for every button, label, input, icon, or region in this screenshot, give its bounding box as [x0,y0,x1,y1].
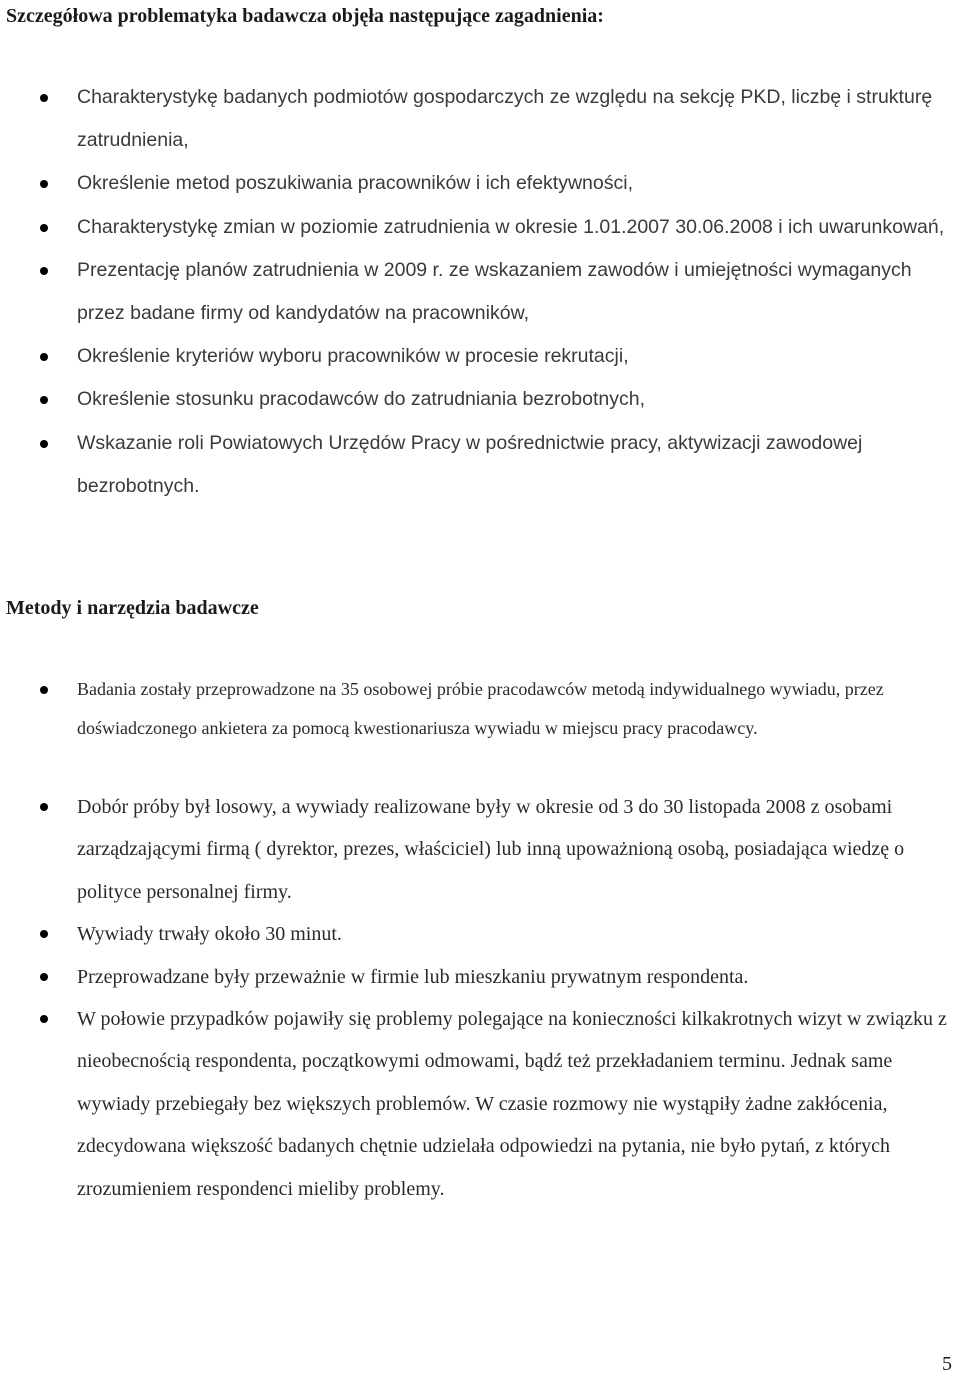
list-item-text: Dobór próby był losowy, a wywiady realizowane były w okresie od 3 do 30 listopada 2008 z osobami zarządzającymi firmą ( dyrektor, prezes, właściciel) lub inną upoważnioną osobą, posiadająca wiedzę o polityce personalnej firmy. [77,796,905,903]
list-item-text: Prezentację planów zatrudnienia w 2009 r. ze wskazaniem zawodów i umiejętności wymaganych przez badane firmy od kandydatów na pracowników, [77,258,912,325]
bullet-icon [40,267,48,275]
list-item-text: Charakterystykę zmian w poziomie zatrudnienia w okresie 1.01.2007 30.06.2008 i ich uwarunkowań, [77,215,945,238]
list-item-text: Charakterystykę badanych podmiotów gospodarczych ze względu na sekcję PKD, liczbę i strukturę zatrudnienia, [77,86,933,152]
list-item-text: Wywiady trwały około 30 minut. [77,923,342,946]
list-item [0,913,957,955]
bullet-icon [40,440,48,448]
list-item [0,206,957,249]
list-item [0,998,957,1210]
bullet-icon [40,930,48,938]
list-item [0,162,957,205]
list-item [0,786,957,913]
list-item [0,422,957,508]
bullet-icon [40,973,48,981]
section-heading-metody: Metody i narzędzia badawcze [6,597,259,619]
section-heading-problematyka: Szczegółowa problematyka badawcza objęła następujące zagadnienia: [6,5,604,27]
page-number: 5 [942,1353,952,1375]
list-item [0,378,957,421]
list-item [0,335,957,378]
list-item-text: Przeprowadzane były przeważnie w firmie lub mieszkaniu prywatnym respondenta. [77,965,749,988]
list-item-text: Wskazanie roli Powiatowych Urzędów Pracy w pośrednictwie pracy, aktywizacji zawodowej bezrobotnych. [77,431,863,497]
list-item-text: Określenie metod poszukiwania pracowników i ich efektywności, [77,172,633,195]
list-item-text: Badania zostały przeprowadzone na 35 osobowej próbie pracodawców metodą indywidualnego wywiadu, przez doświadczonego ankietera za pomocą kwestionariusza wywiadu w miejscu pracy pracodawcy. [77,679,884,738]
bullet-icon [40,396,48,404]
bullet-icon [40,353,48,361]
methods-list-intro [0,670,957,747]
bullet-icon [40,180,48,188]
list-item-text: Określenie kryteriów wyboru pracowników w procesie rekrutacji, [77,345,629,368]
list-item-text: Określenie stosunku pracodawców do zatrudniania bezrobotnych, [77,388,645,411]
list-item [0,76,957,162]
bullet-icon [40,94,48,102]
list-item [0,249,957,335]
list-item-text: W połowie przypadków pojawiły się problemy polegające na konieczności kilkakrotnych wizyt w związku z nieobecnością respondenta, początkowymi odmowami, bądź też przekładaniem terminu. Jednak same wywiady przebiegały bez większych problemów. W czasie rozmowy nie wystąpiły żadne zakłócenia, zdecydowana większość badanych chętnie udzielała odpowiedzi na pytania, nie było pytań, z których zrozumieniem respondenci mieliby problemy. [77,1008,947,1200]
bullet-icon [40,803,48,811]
bullet-icon [40,224,48,232]
list-item [0,956,957,998]
research-topics-list [0,76,957,508]
bullet-icon [40,1015,48,1023]
bullet-icon [40,686,48,694]
methods-list [0,786,957,1210]
list-item [0,670,957,747]
